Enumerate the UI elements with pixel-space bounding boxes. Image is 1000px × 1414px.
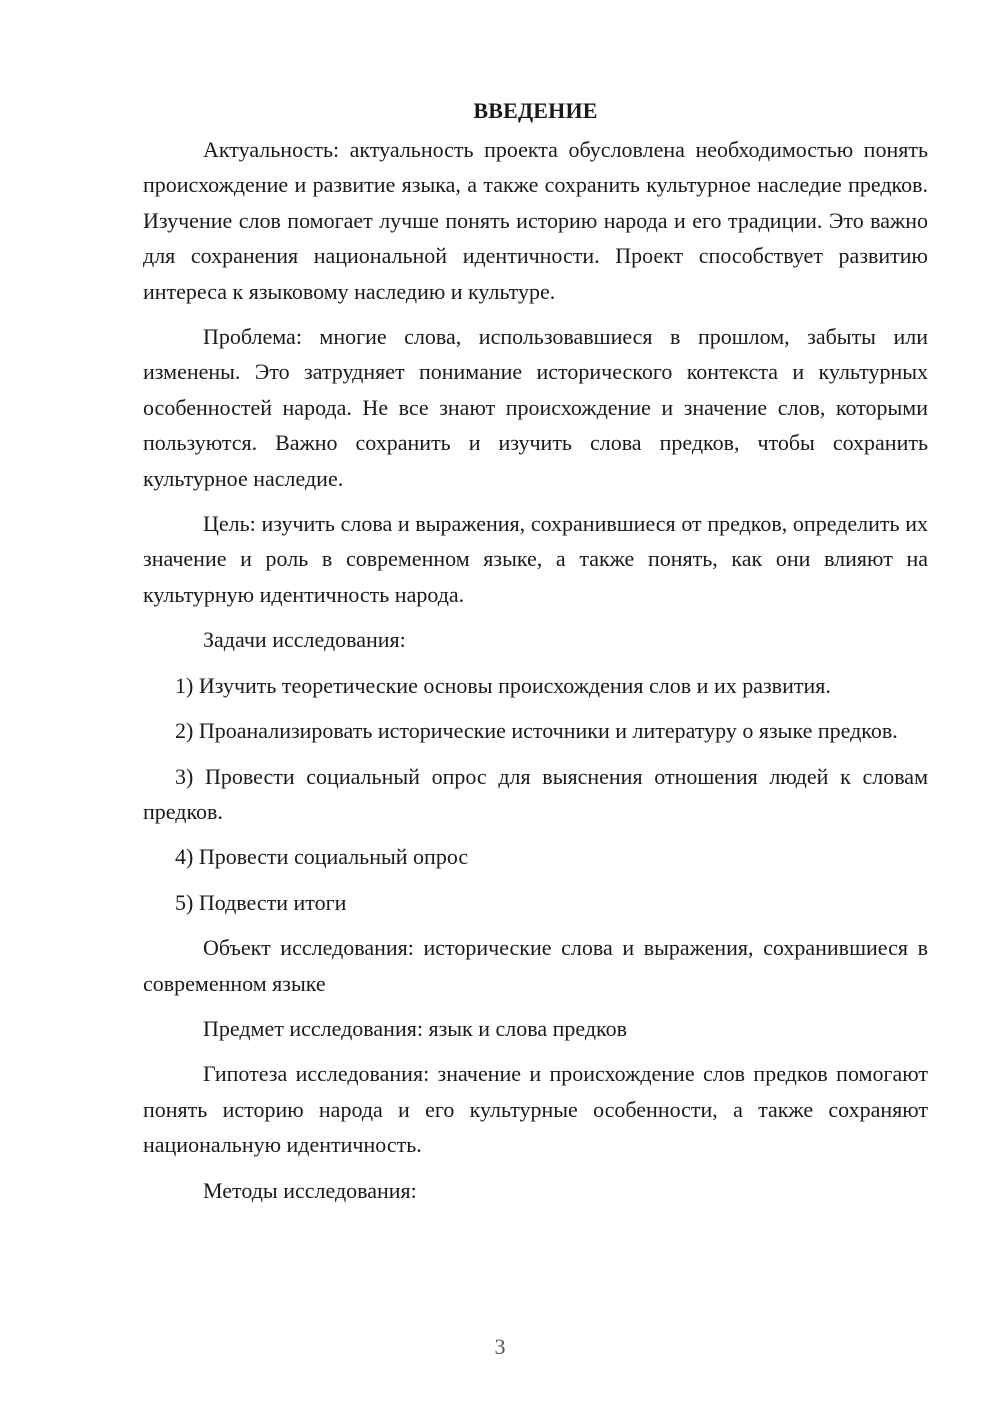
paragraph-subject: Предмет исследования: язык и слова предков: [203, 1015, 628, 1041]
paragraph-relevance: Актуальность: актуальность проекта обусловлена необходимостью понять происхождение и развитие языка, а также сохранить культурное наследие предков. Изучение слов помогает лучше понять историю народа и его традиции. Это важно для сохранения национальной идентичности. Проект способствует развитию интереса к языковому наследию и культуре.: [143, 137, 928, 304]
task-item-1: 1) Изучить теоретические основы происхождения слов и их развития.: [175, 672, 831, 698]
paragraph-hypothesis: Гипотеза исследования: значение и происхождение слов предков помогают понять историю народа и его культурные особенности, а также сохраняют национальную идентичность.: [143, 1061, 928, 1158]
task-item-4: 4) Провести социальный опрос: [175, 844, 469, 870]
task-item-2: 2) Проанализировать исторические источники и литературу о языке предков.: [175, 718, 898, 744]
paragraph-tasks-heading: Задачи исследования:: [203, 627, 406, 653]
task-item-5: 5) Подвести итоги: [175, 889, 347, 915]
paragraph-problem: Проблема: многие слова, использовавшиеся в прошлом, забыты или изменены. Это затрудняет понимание исторического контекста и культурных особенностей народа. Не все знают происхождение и значение слов, которыми пользуются. Важно сохранить и изучить слова предков, чтобы сохранить культурное наследие.: [143, 324, 928, 491]
task-item-3: 3) Провести социальный опрос для выяснения отношения людей к словам предков.: [143, 763, 928, 824]
paragraph-methods: Методы исследования:: [203, 1177, 417, 1203]
page-number: 3: [494, 1334, 506, 1359]
paragraph-goal: Цель: изучить слова и выражения, сохранившиеся от предков, определить их значение и роль в современном языке, а также понять, как они влияют на культурную идентичность народа.: [143, 511, 928, 607]
paragraph-object: Объект исследования: исторические слова и выражения, сохранившиеся в современном языке: [143, 935, 928, 996]
document-title: ВВЕДЕНИЕ: [473, 98, 598, 123]
document-page: [143, 94, 928, 1218]
